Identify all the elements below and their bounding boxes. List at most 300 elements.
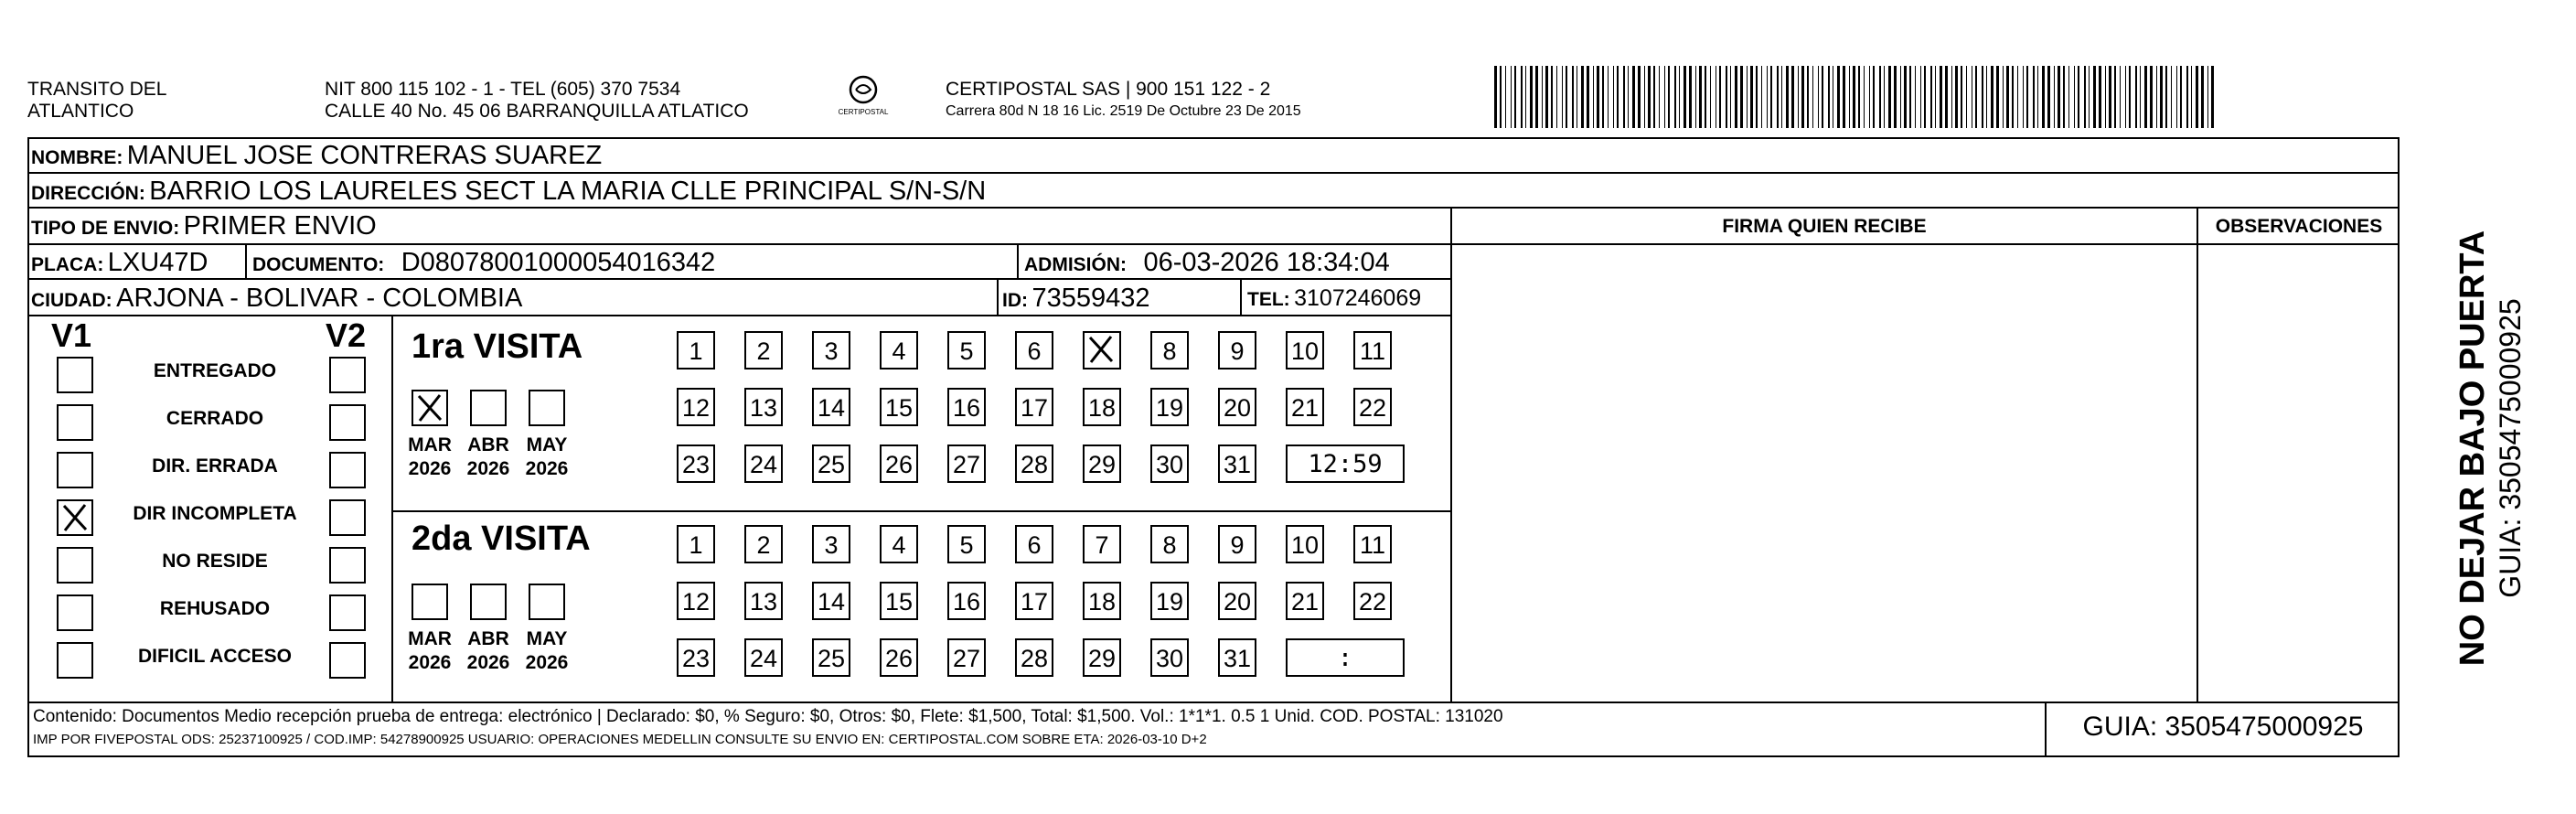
day-box[interactable]: 10	[1286, 525, 1324, 563]
day-box[interactable]: 28	[1015, 444, 1053, 483]
barcode-bar	[1535, 66, 1538, 128]
barcode-bar	[2037, 66, 2038, 128]
day-box[interactable]: 21	[1286, 582, 1324, 620]
barcode-bar	[1608, 66, 1609, 128]
day-box[interactable]: 24	[744, 444, 783, 483]
month-year: 2026	[408, 458, 452, 479]
day-box[interactable]: 22	[1353, 388, 1392, 426]
barcode-bar	[1915, 66, 1916, 128]
ciudad-field	[31, 284, 522, 314]
placa-divider	[245, 245, 247, 278]
status-label: DIFICIL ACCESO	[137, 646, 292, 667]
admision-field	[1024, 248, 1390, 278]
direccion-label: DIRECCIÓN:	[31, 183, 145, 204]
month-year: 2026	[525, 458, 569, 479]
ciudad-value: ARJONA - BOLIVAR - COLOMBIA	[116, 284, 523, 313]
nombre-label: NOMBRE:	[31, 147, 123, 168]
day-box[interactable]: 19	[1150, 582, 1189, 620]
observaciones-header: OBSERVACIONES	[2215, 216, 2383, 237]
day-box[interactable]: 25	[812, 444, 850, 483]
issuer-contact-line1: NIT 800 115 102 - 1 - TEL (605) 370 7534	[325, 79, 681, 100]
barcode-bar	[1551, 66, 1553, 128]
barcode-bar	[1961, 66, 1962, 128]
barcode-bar	[2026, 66, 2028, 128]
v1-checkbox[interactable]	[57, 357, 93, 393]
tipo-label: TIPO DE ENVIO:	[31, 218, 180, 239]
barcode-bar	[1695, 66, 1696, 128]
carrier-line2: Carrera 80d N 18 16 Lic. 2519 De Octubre 23 De 2015	[946, 103, 1301, 119]
carrier-info	[946, 79, 1301, 123]
barcode-bar	[1659, 66, 1660, 128]
barcode-bar	[1900, 66, 1901, 128]
admision-label: ADMISIÓN:	[1024, 254, 1127, 275]
issuer-contact	[325, 79, 749, 123]
barcode-bar	[1514, 66, 1516, 128]
documento-value: D08078001000054016342	[401, 248, 716, 277]
day-box[interactable]: 15	[880, 388, 918, 426]
barcode-bar	[1638, 66, 1641, 128]
barcode-bar	[1781, 66, 1782, 128]
direccion-row	[27, 174, 2400, 209]
barcode-bar	[1940, 66, 1942, 128]
barcode-bar	[1593, 66, 1594, 128]
v2-checkbox[interactable]	[329, 547, 366, 584]
month-checkbox[interactable]	[412, 584, 448, 620]
v1-checkbox[interactable]	[57, 499, 93, 536]
v1-checkbox[interactable]	[57, 547, 93, 584]
day-box[interactable]: 20	[1218, 388, 1256, 426]
barcode-bar	[1879, 66, 1881, 128]
visits-area	[27, 316, 1450, 702]
barcode-bar	[1597, 66, 1599, 128]
day-box[interactable]: 21	[1286, 388, 1324, 426]
barcode-bar	[1562, 66, 1563, 128]
month-name: ABR	[467, 434, 509, 455]
direccion-value: BARRIO LOS LAURELES SECT LA MARIA CLLE PRINCIPAL S/N-S/N	[149, 177, 987, 206]
barcode-bar	[1982, 66, 1983, 128]
status-label: ENTREGADO	[153, 360, 277, 381]
day-box[interactable]: 3	[812, 331, 850, 370]
barcode-bar	[1602, 66, 1604, 128]
barcode-bar	[1689, 66, 1692, 128]
barcode-bar	[2201, 66, 2204, 128]
v1-label: V1	[51, 316, 92, 354]
day-box[interactable]: 11	[1353, 331, 1392, 370]
barcode-bar	[1699, 66, 1702, 128]
barcode-bar	[1726, 66, 1727, 128]
day-box[interactable]: 22	[1353, 582, 1392, 620]
month-checkbox[interactable]	[470, 584, 507, 620]
day-box[interactable]: 31	[1218, 444, 1256, 483]
day-box[interactable]: 29	[1083, 444, 1121, 483]
barcode-bar	[2140, 66, 2141, 128]
barcode-bar	[2156, 66, 2157, 128]
barcode-bar	[2042, 66, 2045, 128]
barcode	[1494, 66, 2220, 128]
barcode-bar	[1644, 66, 1645, 128]
barcode-bar	[2063, 66, 2065, 128]
id-value: 73559432	[1031, 284, 1150, 313]
day-box[interactable]: 31	[1218, 638, 1256, 677]
day-box[interactable]: 26	[880, 638, 918, 677]
barcode-bar	[1801, 66, 1804, 128]
certipostal-logo	[836, 73, 891, 124]
day-box[interactable]: 28	[1015, 638, 1053, 677]
barcode-bar	[1786, 66, 1789, 128]
month-label	[461, 627, 516, 675]
barcode-bar	[2003, 66, 2004, 128]
day-box[interactable]: 27	[947, 444, 986, 483]
barcode-bar	[1761, 66, 1762, 128]
barcode-bar	[2105, 66, 2106, 128]
nombre-value: MANUEL JOSE CONTRERAS SUAREZ	[126, 141, 603, 170]
day-box[interactable]: 4	[880, 331, 918, 370]
side-guia: GUIA: 3505475000925	[2494, 298, 2527, 598]
tel-divider	[1240, 280, 1242, 315]
barcode-bar	[1617, 66, 1619, 128]
month-checkbox[interactable]	[529, 390, 565, 426]
barcode-bar	[2033, 66, 2035, 128]
barcode-bar	[1500, 66, 1502, 128]
direccion-field	[31, 177, 986, 207]
month-name: MAR	[408, 434, 452, 455]
firma-header: FIRMA QUIEN RECIBE	[1722, 216, 1927, 237]
barcode-bar	[1719, 66, 1721, 128]
day-box[interactable]: 13	[744, 388, 783, 426]
day-box[interactable]: 12	[677, 582, 715, 620]
day-box[interactable]: 8	[1150, 331, 1189, 370]
side-text-rotated	[2453, 174, 2528, 723]
admision-divider	[1017, 245, 1019, 278]
barcode-bar	[1628, 66, 1629, 128]
barcode-bar	[1613, 66, 1614, 128]
nombre-field	[31, 141, 602, 171]
barcode-bar	[1683, 66, 1686, 128]
barcode-bar	[1581, 66, 1584, 128]
day-box[interactable]: 30	[1150, 444, 1189, 483]
day-box[interactable]: 14	[812, 388, 850, 426]
placa-value: LXU47D	[107, 248, 208, 277]
barcode-bar	[2144, 66, 2147, 128]
tipo-value: PRIMER ENVIO	[183, 211, 377, 241]
month-checkbox[interactable]	[470, 390, 507, 426]
day-box[interactable]: 23	[677, 444, 715, 483]
month-name: MAR	[408, 628, 452, 649]
barcode-bar	[2160, 66, 2163, 128]
barcode-bar	[2191, 66, 2192, 128]
barcode-bar	[1837, 66, 1840, 128]
barcode-bar	[2125, 66, 2126, 128]
barcode-bar	[1668, 66, 1670, 128]
tel-value: 3107246069	[1294, 285, 1422, 311]
barcode-bar	[1770, 66, 1772, 128]
v2-checkbox[interactable]	[329, 499, 366, 536]
status-divider	[391, 316, 393, 702]
barcode-bar	[1679, 66, 1680, 128]
barcode-bar	[1505, 66, 1506, 128]
issuer-line1: TRANSITO DEL	[27, 79, 167, 100]
day-box[interactable]: 23	[677, 638, 715, 677]
issuer-line2: ATLANTICO	[27, 101, 134, 122]
barcode-bar	[1747, 66, 1748, 128]
barcode-bar	[1822, 66, 1823, 128]
issuer-name	[27, 79, 166, 123]
day-box[interactable]: 7	[1083, 525, 1121, 563]
obs-left-border	[2197, 209, 2198, 702]
barcode-bar	[1924, 66, 1926, 128]
barcode-bar	[2129, 66, 2131, 128]
day-box[interactable]: 9	[1218, 525, 1256, 563]
barcode-bar	[1735, 66, 1737, 128]
barcode-bar	[2171, 66, 2172, 128]
barcode-bar	[1521, 66, 1523, 128]
barcode-bar	[1935, 66, 1936, 128]
barcode-bar	[2006, 66, 2009, 128]
month-year: 2026	[466, 458, 510, 479]
barcode-bar	[1888, 66, 1891, 128]
barcode-bar	[1587, 66, 1589, 128]
barcode-bar	[1843, 66, 1845, 128]
barcode-bar	[2078, 66, 2079, 128]
barcode-bar	[1849, 66, 1850, 128]
status-label: DIR. ERRADA	[152, 455, 278, 477]
status-label: DIR INCOMPLETA	[133, 503, 297, 524]
barcode-bar	[1710, 66, 1711, 128]
barcode-bar	[2089, 66, 2090, 128]
barcode-bar	[1556, 66, 1557, 128]
barcode-bar	[1966, 66, 1967, 128]
month-label	[461, 434, 516, 481]
barcode-bar	[1756, 66, 1758, 128]
barcode-bar	[2186, 66, 2188, 128]
v1-checkbox[interactable]	[57, 642, 93, 679]
day-box[interactable]: 8	[1150, 525, 1189, 563]
day-box[interactable]: 19	[1150, 388, 1189, 426]
month-name: ABR	[467, 628, 509, 649]
barcode-bar	[2176, 66, 2177, 128]
day-box[interactable]: 27	[947, 638, 986, 677]
day-box[interactable]: 3	[812, 525, 850, 563]
day-box[interactable]: 26	[880, 444, 918, 483]
barcode-bar	[1767, 66, 1768, 128]
barcode-bar	[1920, 66, 1921, 128]
barcode-bar	[2109, 66, 2111, 128]
day-box[interactable]: 15	[880, 582, 918, 620]
day-box[interactable]: 6	[1015, 525, 1053, 563]
v2-checkbox[interactable]	[329, 642, 366, 679]
month-checkbox[interactable]	[529, 584, 565, 620]
barcode-bar	[1828, 66, 1830, 128]
footer-line1: Contenido: Documentos Medio recepción prueba de entrega: electrónico | Declarado: $0, % Seguro: $0, Otros: $0, Flete: $1,500, Total: $1,500. Vol.: 1*1*1. 0.5 1 Unid. COD. POSTAL: 131020	[33, 707, 1503, 726]
day-box[interactable]: 1	[677, 331, 715, 370]
barcode-bar	[1750, 66, 1753, 128]
barcode-bar	[1864, 66, 1865, 128]
month-checkbox[interactable]	[412, 390, 448, 426]
month-year: 2026	[525, 652, 569, 673]
tel-label: TEL:	[1247, 289, 1290, 310]
month-label	[519, 627, 574, 675]
status-label: REHUSADO	[159, 598, 271, 619]
barcode-bar	[1904, 66, 1907, 128]
barcode-bar	[1869, 66, 1870, 128]
documento-field	[252, 248, 715, 278]
v1-checkbox[interactable]	[57, 594, 93, 631]
day-box[interactable]: 29	[1083, 638, 1121, 677]
v2-checkbox[interactable]	[329, 452, 366, 488]
day-box[interactable]: 13	[744, 582, 783, 620]
barcode-bar	[1623, 66, 1625, 128]
barcode-bar	[1975, 66, 1977, 128]
barcode-bar	[1648, 66, 1651, 128]
barcode-bar	[1894, 66, 1897, 128]
barcode-bar	[2047, 66, 2050, 128]
barcode-bar	[1525, 66, 1526, 128]
first-visit-title: 1ra VISITA	[412, 327, 583, 366]
day-box[interactable]	[1083, 331, 1121, 370]
day-box[interactable]: 17	[1015, 388, 1053, 426]
day-box[interactable]: 30	[1150, 638, 1189, 677]
v1-checkbox[interactable]	[57, 404, 93, 441]
barcode-bar	[1705, 66, 1706, 128]
footer-top-border	[27, 702, 2400, 703]
placa-field	[31, 248, 208, 278]
barcode-bar	[1807, 66, 1809, 128]
barcode-bar	[1945, 66, 1948, 128]
day-box[interactable]: 24	[744, 638, 783, 677]
status-label: CERRADO	[166, 408, 264, 429]
barcode-bar	[1818, 66, 1819, 128]
footer-line2: IMP POR FIVEPOSTAL ODS: 25237100925 / COD.IMP: 54278900925 USUARIO: OPERACIONES MEDELLIN CONSULTE SU ENVIO EN: CERTIPOSTAL.COM SOBRE ETA: 2026-03-10 D+2	[33, 732, 1207, 747]
barcode-bar	[2093, 66, 2096, 128]
day-box[interactable]: 9	[1218, 331, 1256, 370]
barcode-bar	[2135, 66, 2137, 128]
barcode-bar	[2207, 66, 2208, 128]
logo-text: CERTIPOSTAL	[838, 108, 889, 116]
day-box[interactable]: 2	[744, 331, 783, 370]
barcode-bar	[1545, 66, 1548, 128]
day-box[interactable]: 14	[812, 582, 850, 620]
barcode-bar	[2074, 66, 2075, 128]
barcode-bar	[1674, 66, 1676, 128]
footer-guia: GUIA: 3505475000925	[2045, 702, 2400, 757]
barcode-bar	[2120, 66, 2121, 128]
barcode-bar	[2099, 66, 2101, 128]
month-label	[402, 627, 457, 675]
month-label	[402, 434, 457, 481]
day-box[interactable]: 16	[947, 388, 986, 426]
day-box[interactable]: 1	[677, 525, 715, 563]
barcode-bar	[1996, 66, 1999, 128]
firma-left-border	[1450, 209, 1452, 702]
placa-label: PLACA:	[31, 254, 104, 275]
day-box[interactable]: 5	[947, 525, 986, 563]
v2-checkbox[interactable]	[329, 357, 366, 393]
day-box[interactable]: 10	[1286, 331, 1324, 370]
barcode-bar	[1542, 66, 1543, 128]
barcode-bar	[1986, 66, 1987, 128]
barcode-bar	[1798, 66, 1799, 128]
day-box[interactable]: 18	[1083, 388, 1121, 426]
side-warning: NO DEJAR BAJO PUERTA	[2453, 230, 2492, 667]
admision-value: 06-03-2026 18:34:04	[1143, 248, 1390, 277]
barcode-bar	[2150, 66, 2153, 128]
day-box[interactable]: 5	[947, 331, 986, 370]
month-name: MAY	[526, 434, 568, 455]
carrier-line1: CERTIPOSTAL SAS | 900 151 122 - 2	[946, 79, 1271, 100]
day-box[interactable]: 2	[744, 525, 783, 563]
day-box[interactable]: 16	[947, 582, 986, 620]
barcode-bar	[2012, 66, 2014, 128]
status-label: NO RESIDE	[162, 551, 268, 572]
firma-header-underline	[1450, 243, 2400, 245]
barcode-bar	[1791, 66, 1794, 128]
barcode-bar	[1653, 66, 1655, 128]
month-year: 2026	[466, 652, 510, 673]
v2-checkbox[interactable]	[329, 404, 366, 441]
month-name: MAY	[526, 628, 568, 649]
barcode-bar	[2196, 66, 2198, 128]
day-box[interactable]: 6	[1015, 331, 1053, 370]
ciudad-label: CIUDAD:	[31, 290, 112, 311]
barcode-bar	[1853, 66, 1855, 128]
barcode-bar	[1566, 66, 1567, 128]
id-divider	[997, 280, 999, 315]
issuer-contact-line2: CALLE 40 No. 45 06 BARRANQUILLA ATLATICO	[325, 101, 749, 122]
barcode-bar	[1777, 66, 1779, 128]
barcode-bar	[1632, 66, 1635, 128]
time-box[interactable]: :	[1286, 638, 1405, 677]
barcode-bar	[1884, 66, 1885, 128]
day-box[interactable]: 11	[1353, 525, 1392, 563]
day-box[interactable]: 17	[1015, 582, 1053, 620]
placa-row	[27, 245, 1450, 280]
barcode-bar	[1494, 66, 1497, 128]
barcode-bar	[1730, 66, 1731, 128]
barcode-bar	[2165, 66, 2167, 128]
barcode-bar	[1664, 66, 1665, 128]
day-box[interactable]: 18	[1083, 582, 1121, 620]
barcode-bar	[2058, 66, 2060, 128]
barcode-bar	[1873, 66, 1875, 128]
id-field	[1002, 284, 1149, 314]
visit-split	[391, 510, 1450, 512]
day-box[interactable]: 20	[1218, 582, 1256, 620]
time-box[interactable]: 12:59	[1286, 444, 1405, 483]
month-year: 2026	[408, 652, 452, 673]
barcode-bar	[1909, 66, 1911, 128]
barcode-bar	[2054, 66, 2055, 128]
id-label: ID:	[1002, 290, 1028, 311]
barcode-bar	[2068, 66, 2069, 128]
barcode-bar	[1951, 66, 1952, 128]
day-box[interactable]: 25	[812, 638, 850, 677]
v2-checkbox[interactable]	[329, 594, 366, 631]
v2-label: V2	[326, 316, 367, 354]
barcode-bar	[2180, 66, 2182, 128]
barcode-bar	[1572, 66, 1574, 128]
day-box[interactable]: 12	[677, 388, 715, 426]
v1-checkbox[interactable]	[57, 452, 93, 488]
barcode-bar	[1858, 66, 1860, 128]
barcode-bar	[2084, 66, 2086, 128]
day-box[interactable]: 4	[880, 525, 918, 563]
barcode-bar	[1991, 66, 1993, 128]
barcode-bar	[1511, 66, 1512, 128]
barcode-bar	[1740, 66, 1743, 128]
barcode-bar	[1930, 66, 1932, 128]
barcode-bar	[2017, 66, 2018, 128]
month-label	[519, 434, 574, 481]
